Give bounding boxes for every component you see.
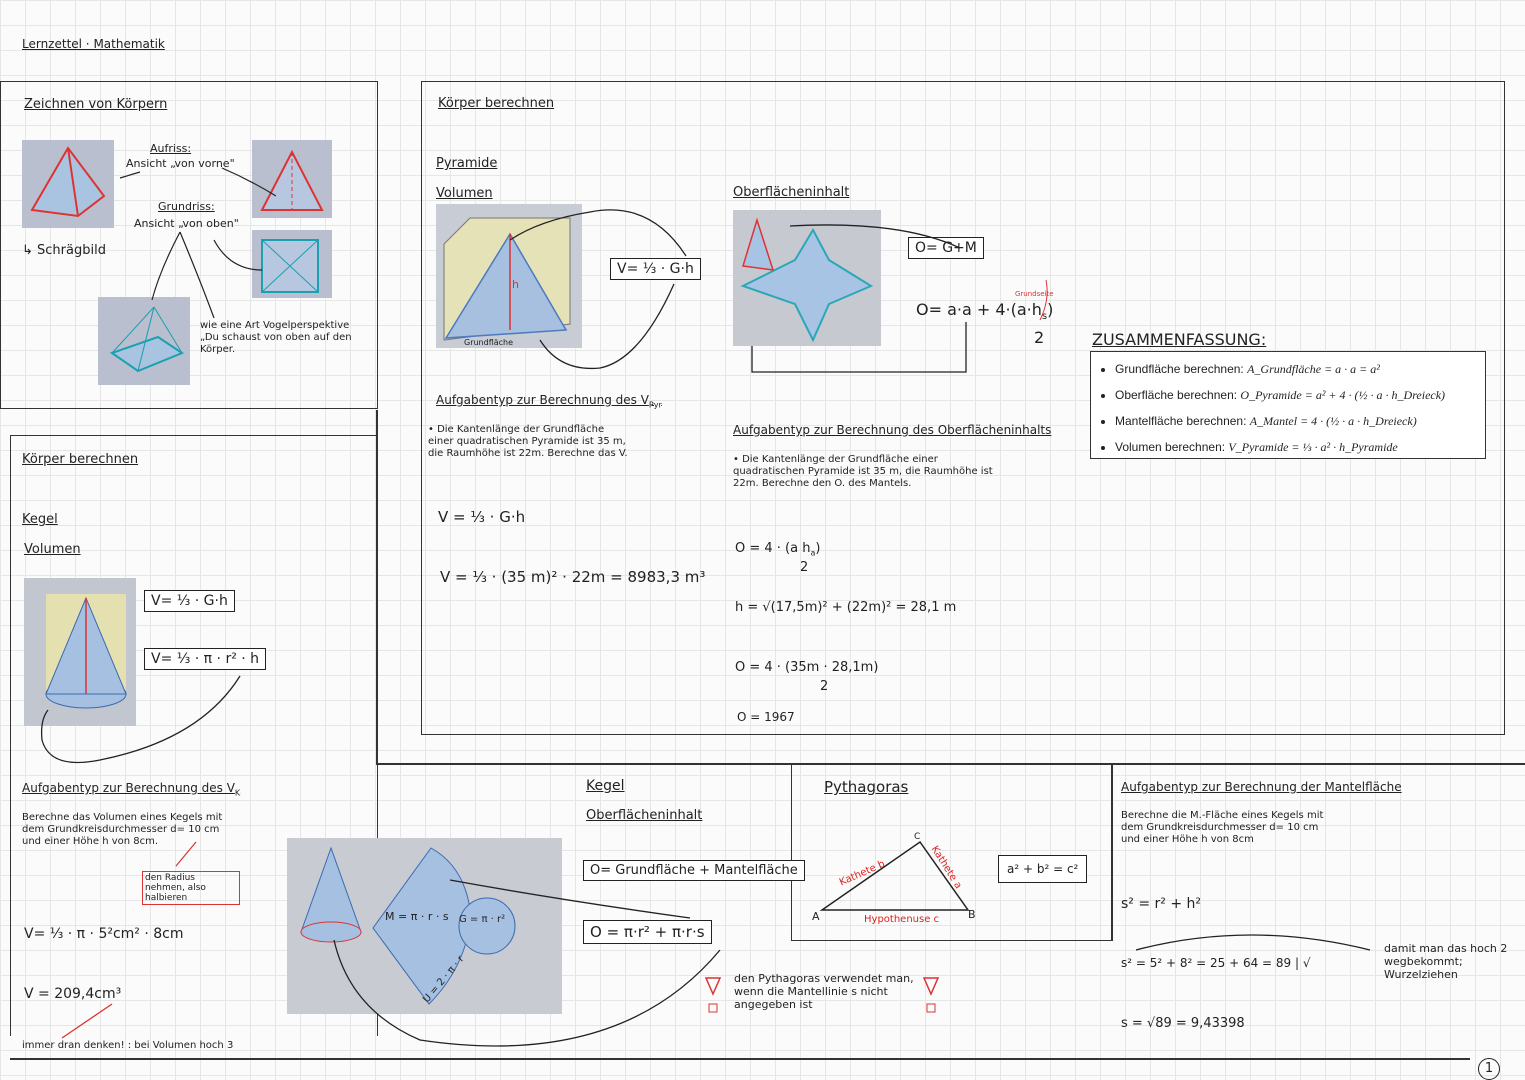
kegel-ober-subtitle: Oberflächeninhalt xyxy=(586,808,703,823)
formula-v-kegel-1: V= ⅓ · G·h xyxy=(144,590,235,612)
calc-v2: V = ⅓ · (35 m)² · 22m = 8983,3 m³ xyxy=(440,568,706,586)
mantel-eq-2: s² = 5² + 8² = 25 + 64 = 89 | √ xyxy=(1121,956,1311,970)
mantel-task-text: Berechne die M.-Fläche eines Kegels mit dem Grundkreisdurchmesser d= 10 cm und einer Höhe h von 8cm xyxy=(1121,810,1324,845)
kegel-ober-title: Kegel xyxy=(586,778,625,794)
mantel-eq-1: s² = r² + h² xyxy=(1121,896,1202,912)
kathete-a-label: Kathete a xyxy=(928,844,964,891)
kegel-calc-1: V= ⅓ · π · 5²cm² · 8cm xyxy=(24,926,184,942)
mantel-eq-3: s = √89 = 9,43398 xyxy=(1121,1016,1245,1031)
kegel-section-title: Körper berechnen xyxy=(22,452,139,467)
calc-v1: V = ⅓ · G·h xyxy=(438,508,526,526)
height-label: h xyxy=(512,278,519,291)
calc-o1-denominator: 2 xyxy=(800,560,809,575)
pyramide-section-title: Körper berechnen xyxy=(438,96,555,111)
grundriss-label: Grundriss: xyxy=(158,200,215,213)
summary-item: • Oberfläche berechnen: O_Pyramide = a² + 4 · (½ · a · h_Dreieck) xyxy=(1115,382,1475,408)
formula-v-pyramide: V= ⅓ · G·h xyxy=(610,258,701,280)
pythagoras-formula: a² + b² = c² xyxy=(998,855,1087,883)
formula-o-box: O= G+M xyxy=(908,237,984,259)
kegel-task-text: Berechne das Volumen eines Kegels mit dem Grundkreisdurchmesser d= 10 cm und einer Höhe h von 8cm. xyxy=(22,812,223,847)
summary-item: • Volumen berechnen: V_Pyramide = ⅓ · a² · h_Pyramide xyxy=(1115,434,1475,460)
calc-o2-denominator: 2 xyxy=(820,679,829,694)
formula-o-expanded: $O= a\cdot a + 4\cdot(a\cdot h_s)$ xyxy=(916,300,1054,323)
hypotenuse-label: Hypothenuse c xyxy=(864,914,940,925)
kathete-b-label: Kathete b xyxy=(837,858,887,889)
mantel-note: damit man das hoch 2 wegbekommt; Wurzelziehen xyxy=(1384,942,1508,981)
aufriss-label: Aufriss: xyxy=(150,142,192,155)
formula-o-kegel-words: O= Grundfläche + Mantelfläche xyxy=(583,860,805,881)
pyramide-subtitle: Pyramide xyxy=(436,156,498,171)
vogel-note: wie eine Art Vogelperspektive „Du schaust von oben auf den Körper. xyxy=(200,320,352,355)
page-header-title: Lernzettel · Mathematik xyxy=(22,37,165,51)
photo-mantel-formula: M = π · r · s xyxy=(385,910,449,923)
summary-item: • Grundfläche berechnen: A_Grundfläche = a · a = a² xyxy=(1115,356,1475,382)
kegel-footnote: immer dran denken! : bei Volumen hoch 3 xyxy=(22,1040,234,1051)
formula-v-kegel-2: V= ⅓ · π · r² · h xyxy=(144,648,266,670)
kegel-calc-2: V = 209,4cm³ xyxy=(24,986,122,1002)
calc-o3: O = 1967 xyxy=(737,710,795,724)
photo-grund-formula: G = π · r² xyxy=(459,914,506,925)
radius-note: den Radius nehmen, also halbieren xyxy=(142,871,240,905)
oberflaeche-title: Oberflächeninhalt xyxy=(733,185,850,200)
calc-o1: O = 4 · (a $h_a$) xyxy=(735,541,821,558)
task-o-title: Aufgabentyp zur Berechnung des Oberflächeninhalts xyxy=(733,423,1052,437)
calc-o2: O = 4 · (35m · 28,1m) xyxy=(735,660,879,675)
grundriss-desc: Ansicht „von oben" xyxy=(134,217,239,230)
page-number: 1 xyxy=(1478,1058,1500,1080)
kegel-volumen-label: Volumen xyxy=(24,542,81,557)
vertex-b: B xyxy=(968,908,976,921)
mantel-task-title: Aufgabentyp zur Berechnung der Mantelfläche xyxy=(1121,780,1402,794)
kegel-task-title: Aufgabentyp zur Berechnung des $V_K$ xyxy=(22,781,241,798)
grundflaeche-label: Grundfläche xyxy=(464,338,514,347)
formula-o-kegel: O = π·r² + π·r·s xyxy=(583,920,712,944)
task-v-title: Aufgabentyp zur Berechnung des $V_{Pyr}$ xyxy=(436,393,662,410)
schraegbild-label: ↳ Schrägbild xyxy=(22,243,106,258)
summary-item: • Mantelfläche berechnen: A_Mantel = 4 · (½ · a · h_Dreieck) xyxy=(1115,408,1475,434)
zusammenfassung-title: ZUSAMMENFASSUNG: xyxy=(1092,330,1267,349)
calc-ha: h = √(17,5m)² + (22m)² = 28,1 m xyxy=(735,600,957,615)
grundseite-label: Grundseite xyxy=(1015,290,1054,298)
pythagoras-hint: den Pythagoras verwendet man, wenn die Mantellinie s nicht angegeben ist xyxy=(734,972,914,1011)
formula-o-denominator: 2 xyxy=(1034,328,1045,347)
vertex-a: A xyxy=(812,910,820,923)
photo-umfang-formula: U = 2 · π · r xyxy=(421,953,467,1006)
zeichnen-title: Zeichnen von Körpern xyxy=(24,97,168,112)
kegel-subtitle: Kegel xyxy=(22,512,58,527)
task-o-text: • Die Kantenlänge der Grundfläche einer quadratischen Pyramide ist 35 m, die Raumhöhe ist 22m. Berechne den O. des Mantels. xyxy=(733,454,993,489)
aufriss-desc: Ansicht „von vorne" xyxy=(126,157,235,170)
task-v-text: • Die Kantenlänge der Grundfläche einer quadratischen Pyramide ist 35 m, die Raumhöhe ist 22m. Berechne das V. xyxy=(428,424,628,459)
pyramide-volumen-label: Volumen xyxy=(436,186,493,201)
vertex-c: C xyxy=(914,832,921,842)
pythagoras-title: Pythagoras xyxy=(824,778,909,796)
